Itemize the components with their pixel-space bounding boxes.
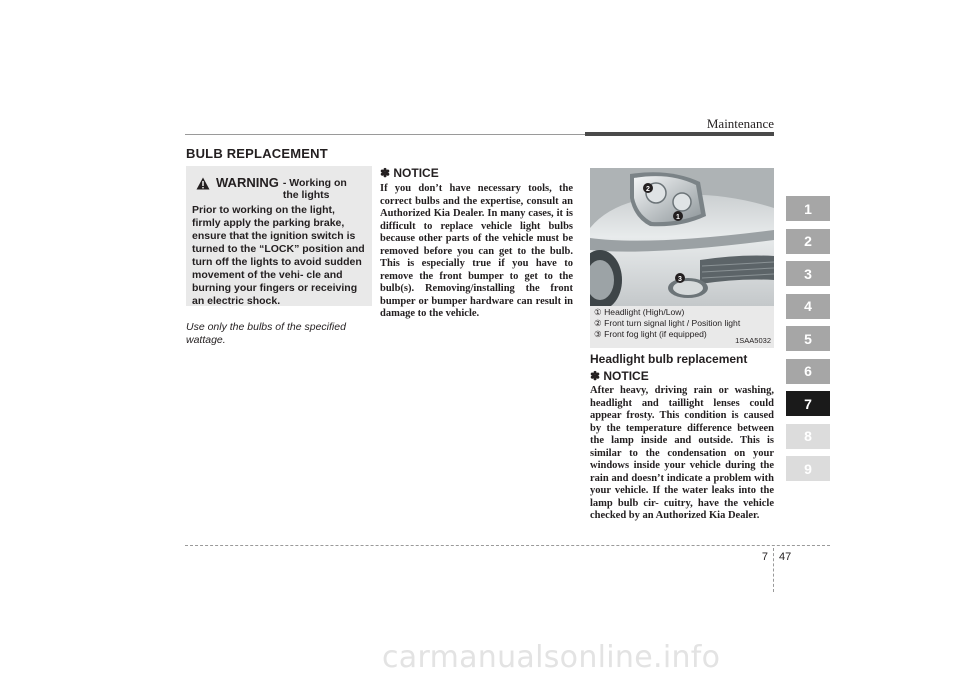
legend-item: ① Headlight (High/Low) xyxy=(594,307,685,317)
chapter-tab-4[interactable]: 4 xyxy=(786,294,830,319)
page-header-title: Maintenance xyxy=(706,116,774,131)
headlight-photo xyxy=(590,168,774,306)
header-rule-accent xyxy=(585,132,774,136)
chapter-tab-1[interactable]: 1 xyxy=(786,196,830,221)
figure-code: 1SAA5032 xyxy=(735,336,771,345)
header-rule xyxy=(185,134,585,135)
chapter-tab-3[interactable]: 3 xyxy=(786,261,830,286)
warning-text: Prior to working on the light, firmly apply the parking brake, ensure that the ignition switch is turned to the “LOCK” position and turn off the lights to avoid sudden movement of the vehi- cle and burning your fingers or receiving an electric shock. xyxy=(192,204,365,307)
page-number: 47 xyxy=(779,551,792,563)
warning-subtitle: - Working on the lights xyxy=(282,177,347,201)
warning-header xyxy=(192,172,366,202)
legend-item: ③ Front fog light (if equipped) xyxy=(594,329,707,339)
chapter-tab-2[interactable]: 2 xyxy=(786,229,830,254)
watermark: carmanualsonline.info xyxy=(382,640,721,675)
notice-text: After heavy, driving rain or washing, headlight and taillight lenses could appear frosty. This condition is caused by the temperature difference between the lamp inside and outside. This is similar to the condensation on your windows inside your vehicle during the rain and doesn’t indicate a problem with your vehicle. If the water leaks into the lamp bulb cir- cuitry, have the vehicle checked by an Authorized Kia Dealer. xyxy=(590,385,774,521)
chapter-tab-7[interactable]: 7 xyxy=(786,391,830,416)
chapter-tab-8[interactable]: 8 xyxy=(786,424,830,449)
section-title: BULB REPLACEMENT xyxy=(186,146,328,161)
footer-rule xyxy=(185,545,830,546)
warning-box xyxy=(186,166,372,306)
subsection-title: Headlight bulb replacement xyxy=(590,352,748,366)
car-front-illustration xyxy=(590,168,774,306)
warning-triangle-icon xyxy=(196,177,210,190)
page-chapter-number: 7 xyxy=(761,551,768,563)
notice-heading: ✽ NOTICE xyxy=(380,166,439,180)
footer-divider xyxy=(773,548,774,592)
chapter-tabs xyxy=(786,196,830,489)
legend-item: ② Front turn signal light / Position light xyxy=(594,318,741,328)
figure-legend xyxy=(590,306,774,348)
callout-1: 1 xyxy=(676,214,680,221)
chapter-tab-9[interactable]: 9 xyxy=(786,456,830,481)
chapter-tab-6[interactable]: 6 xyxy=(786,359,830,384)
notice-heading: ✽ NOTICE xyxy=(590,369,649,383)
notice-text: If you don’t have necessary tools, the correct bulbs and the expertise, consult an Authorized Kia Dealer. In many cases, it is difficult to replace vehicle light bulbs because other parts of the vehicle must be removed before you can get to the bulb. This is especially true if you have to remove the front bumper to get to the bulb(s). Removing/installing the front bumper or bumper hardware can result in damage to the vehicle. xyxy=(380,183,573,319)
callout-2: 2 xyxy=(646,186,650,193)
warning-label: WARNING xyxy=(216,175,279,190)
callout-3: 3 xyxy=(678,276,682,283)
wattage-note: Use only the bulbs of the specified wattage. xyxy=(186,321,346,346)
chapter-tab-5[interactable]: 5 xyxy=(786,326,830,351)
